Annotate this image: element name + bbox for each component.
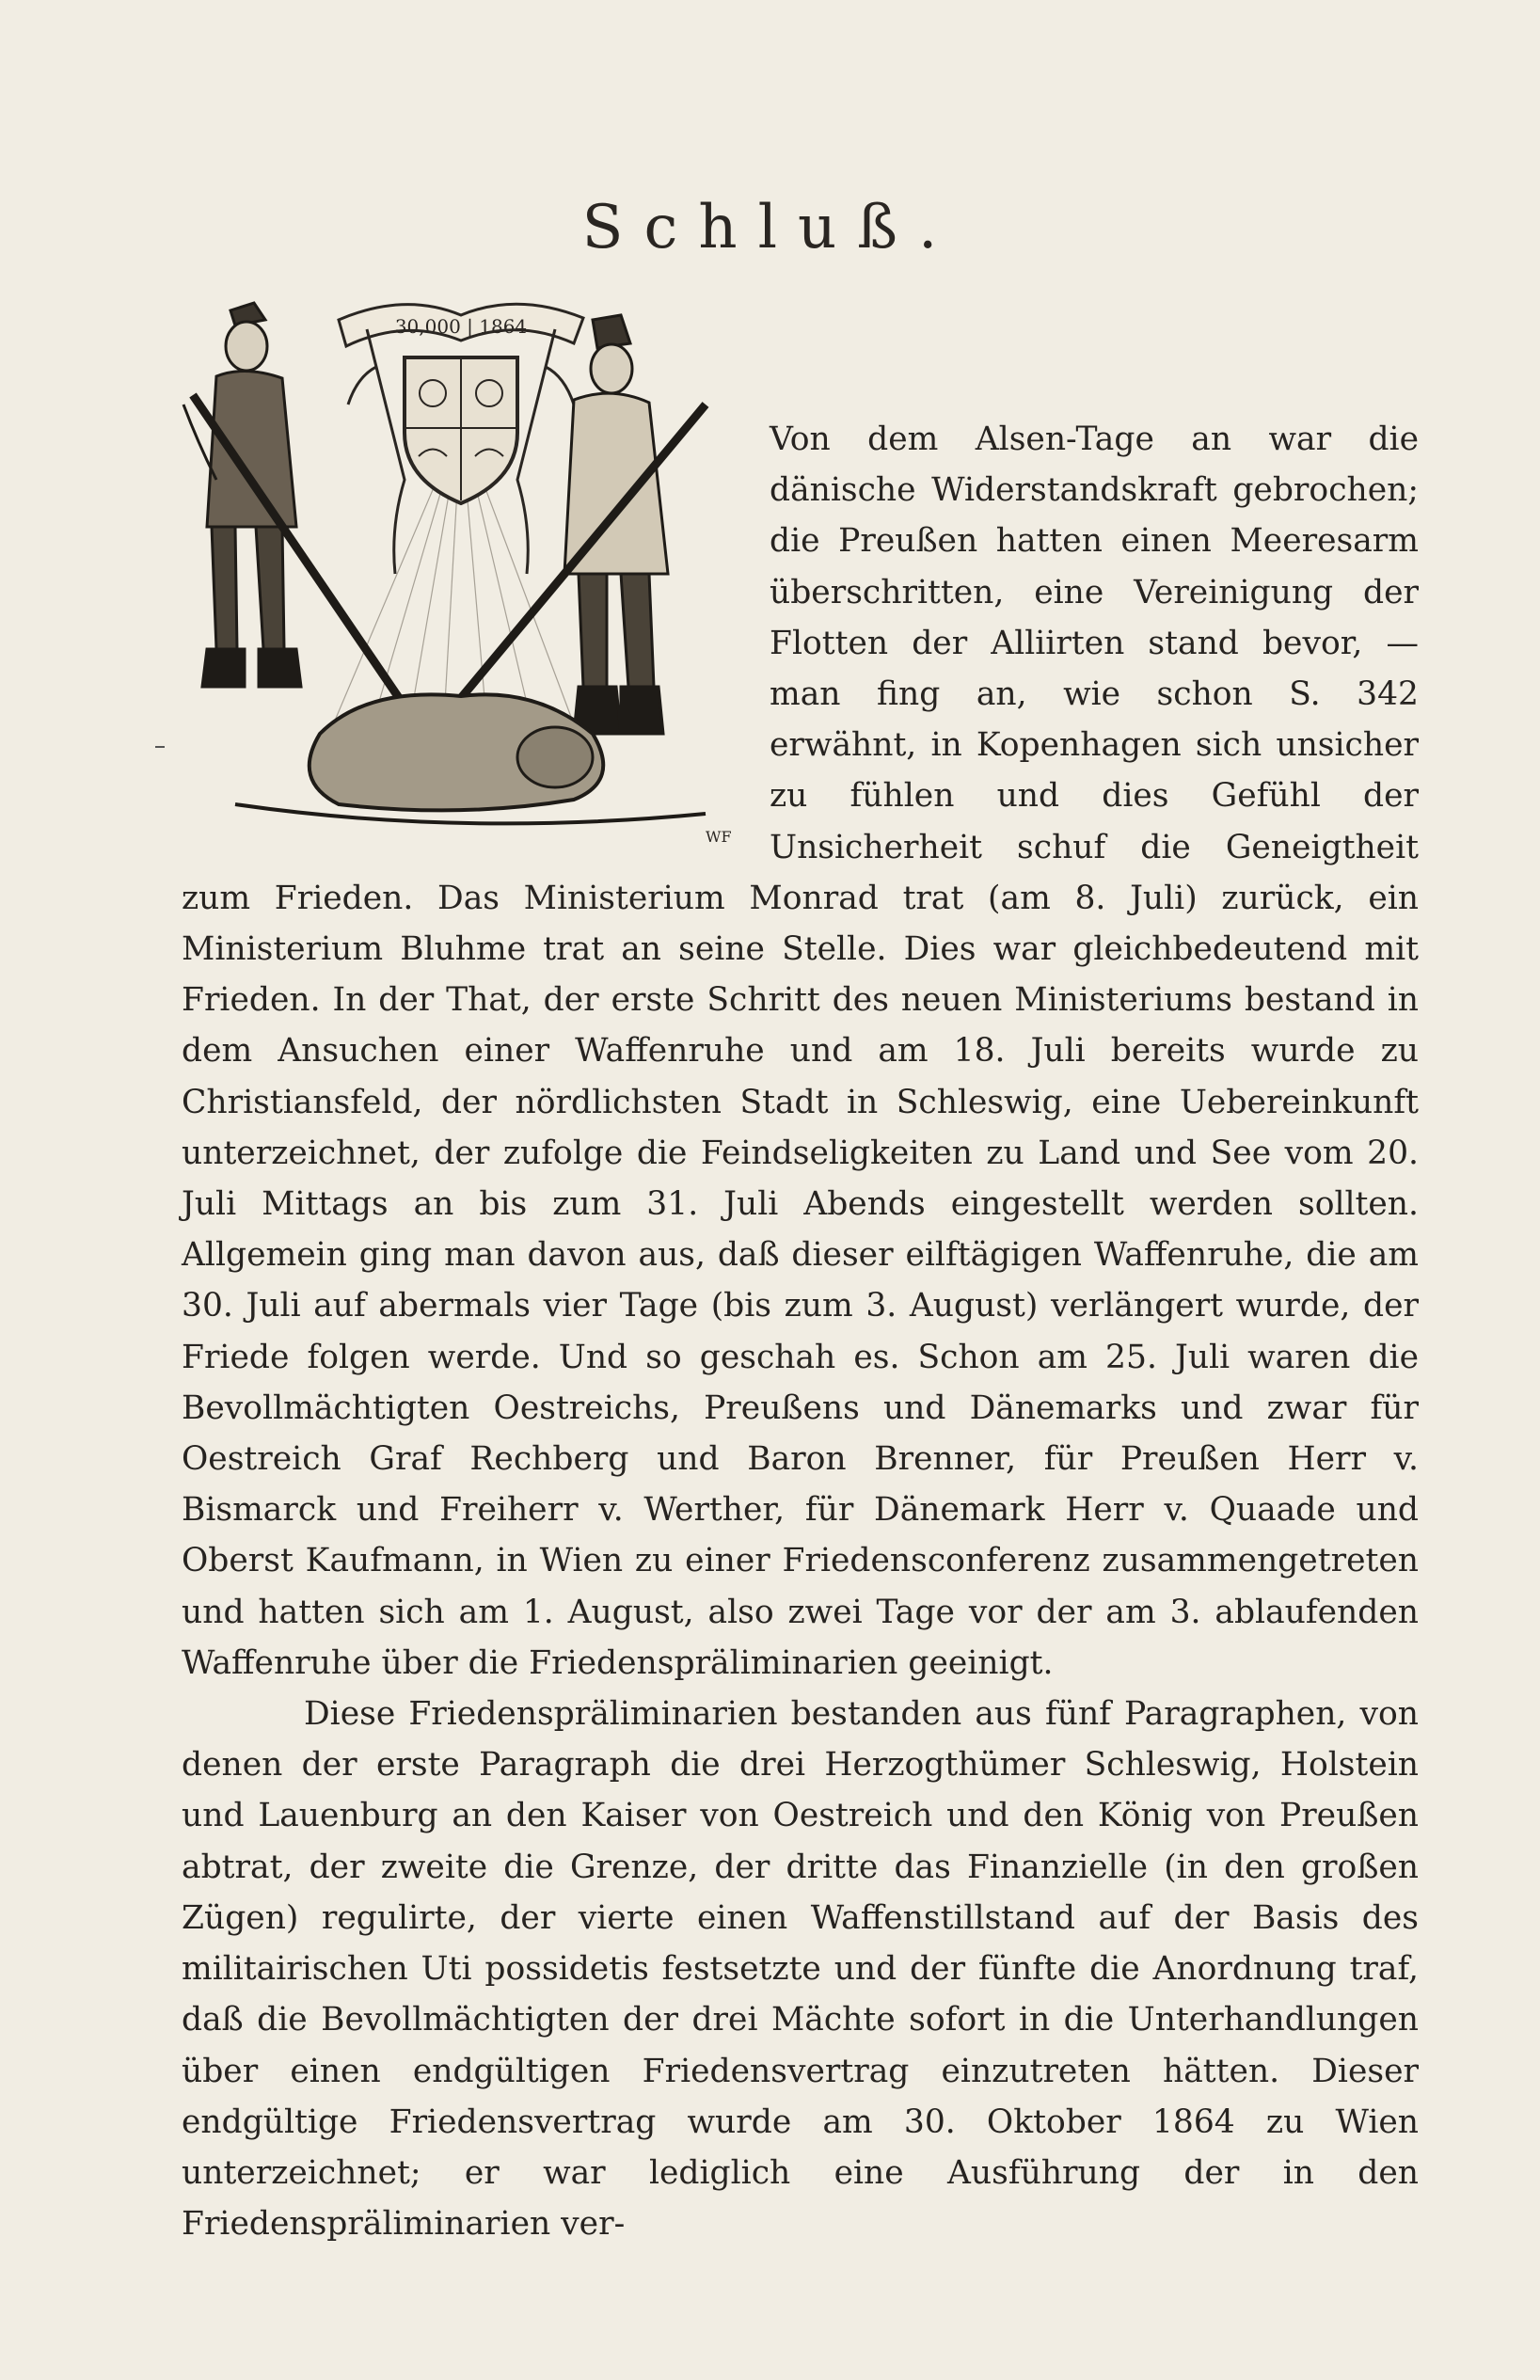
paragraph-2: Diese Friedenspräliminarien bestanden aus fünf Paragraphen, von denen der erste Paragraph die drei Herzogthümer Schleswig, Holstein und Lauenburg an den Kaiser von Oestreich und den König von Preußen abtrat, der zweite die Grenze, der dritte das Finanzielle (in den großen Zügen) regulirte, der vierte einen Waffenstillstand auf der Basis des militairischen Uti possidetis festsetzte und der fünfte die Anordnung traf, daß die Bevollmächtigten der drei Mächte sofort in die Unterhandlungen über einen endgültigen Friedensvertrag einzutreten hätten. Dieser endgültige Friedensvertrag wurde am 30. Oktober 1864 zu Wien unterzeichnet; er war lediglich eine Ausführung der in den Friedenspräliminarien ver- bbox=[182, 1695, 1419, 2244]
page-title: Schluß. bbox=[581, 193, 959, 262]
paragraph-1: Von dem Alsen-Tage an war die dänische Widerstandskraft gebrochen; die Preußen hatten einen Meeresarm überschritten, eine Vereinigung der Flotten der Alliirten stand bevor, — man fing an, wie schon S. 342 erwähnt, in Kopenhagen sich unsicher zu fühlen und dies Gefühl der Unsicherheit schuf die Geneigtheit zum Frieden. Das Ministerium Monrad trat (am 8. Juli) zurück, ein Ministerium Bluhme trat an seine Stelle. Dies war gleichbedeutend mit Frieden. In der That, der erste Schritt des neuen Ministeriums bestand in dem Ansuchen einer Waffenruhe und am 18. Juli bereits wurde zu Christiansfeld, der nördlichsten Stadt in Schleswig, eine Uebereinkunft unterzeichnet, der zufolge die Feindseligkeiten zu Land und See vom 20. Juli Mittags an bis zum 31. Juli Abends eingestellt werden sollten. Allgemein ging man davon aus, daß dieser eilftägigen Waffenruhe, die am 30. Juli auf abermals vier Tage (bis zum 3. August) verlängert wurde, der Friede folgen werde. Und so geschah es. Schon am 25. Juli waren die Bevollmächtigten Oestreichs, Preußens und Dänemarks und zwar für Oestreich Graf Rechberg und Baron Brenner, für Preußen Herr v. Bismarck und Freiherr v. Werther, für Dänemark Herr v. Quaade und Oberst Kaufmann, in Wien zu einer Friedensconferenz zusammengetreten und hatten sich am 1. August, also zwei Tage vor der am 3. ablaufenden Waffenruhe über die Friedenspräliminarien geeinigt. bbox=[182, 420, 1419, 1682]
illustration-wrap-space bbox=[182, 406, 770, 858]
artist-signature: WF bbox=[706, 828, 732, 846]
body-text bbox=[182, 414, 1419, 2249]
stray-mark bbox=[155, 746, 165, 748]
banner-text: 30,000 | 1864 bbox=[394, 315, 528, 338]
